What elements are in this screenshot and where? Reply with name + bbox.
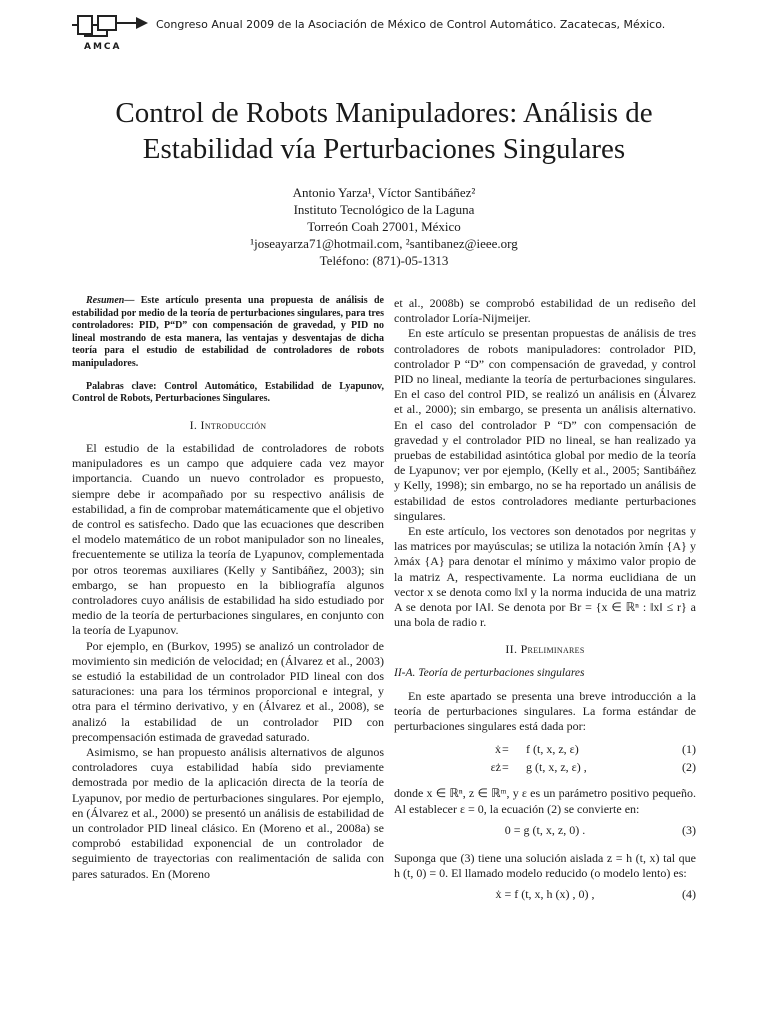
- logo-text: AMCA: [84, 42, 122, 52]
- equation-2: [394, 760, 696, 778]
- eq1-op: =: [502, 742, 509, 757]
- eq2-number: (2): [682, 760, 696, 775]
- eq3-number: (3): [682, 822, 696, 837]
- equation-4: [394, 887, 696, 905]
- section-2-title: II. Preliminares: [505, 642, 585, 657]
- eq3-text: 0 = g (t, x, z, 0) .: [504, 822, 586, 837]
- left-column: [72, 295, 384, 882]
- donde-paragraph: donde x ∈ ℝⁿ, z ∈ ℝᵐ, y ε es un parámetro positivo pequeño. Al establecer ε = 0, la ecuación (2) se convierte en:: [394, 786, 696, 816]
- suponga-paragraph: Suponga que (3) tiene una solución aislada z = h (t, x) tal que h (t, 0) = 0. El llamado modelo reducido (o modelo lento) es:: [394, 850, 696, 881]
- address: Torreón Coah 27001, México: [307, 219, 461, 234]
- eq4-text: ẋ = f (t, x, h (x) , 0) ,: [495, 887, 595, 902]
- subsection-title: II-A. Teoría de perturbaciones singulares: [394, 666, 585, 679]
- perturbation-paragraph: En este apartado se presenta una breve introducción a la teoría de perturbaciones singulares. La forma estándar de perturbaciones singulares está dada por:: [394, 688, 696, 734]
- intro-paragraph-5: En este artículo se presentan propuestas de análisis de tres controladores de robots manipuladores: controlador PID, controlador P “D” con compensación de gravedad, y control PID no lineal, mediante la teoría de perturbaciones singulares. En el caso del control PID, se realizó un análisis en (Álvarez et al., 2000); sin embargo, se presenta un análisis alternativo. En el caso del controlador P “D” con compensación de gravedad y el controlador PID no lineal, se han realizado ya pruebas de estabilidad asintótica global por medio de la teoría de Lyapunov; ver por ejemplo, (Kelly et al., 2005; Santibáñez y Kelly, 1998); sin embargo, no se ha reportado un análisis de estabilidad de estos controladores mediante perturbaciones singulares.: [394, 326, 696, 523]
- paper-title: [40, 95, 728, 167]
- eq4-number: (4): [682, 887, 696, 902]
- equation-1: [394, 742, 696, 760]
- title-line-1: Control de Robots Manipuladores: Análisis de: [115, 97, 653, 129]
- phone: Teléfono: (871)-05-1313: [319, 253, 449, 268]
- abstract: [72, 295, 384, 371]
- section-1-title: I. Introducción: [189, 417, 267, 432]
- abstract-label: Resumen: [86, 295, 125, 306]
- emails: ¹joseayarza71@hotmail.com, ²santibanez@ieee.org: [250, 236, 518, 251]
- intro-paragraph-1: El estudio de la estabilidad de controladores de robots manipuladores es un campo que adquiere cada vez mayor importancia. Cuando un nuevo controlador es propuesto, siempre debe ir acompañado por su respectivo análisis de estabilidad, a fin de comprobar matemáticamente que el objetivo de control es satisfecho. Dado que las ecuaciones que describen el modelo matemático de un robot manipulador son no lineales, frecuentemente se utiliza la teoría de Lyapunov, complementada por otros teoremas auxiliares (Kelly y Santibáñez, 2003); sin embargo, se han propuesto en la bibliografía algunos controladores cuyo análisis de estabilidad ha sido estudiado por medio de la teoría de perturbaciones singulares, en conjunto con la teoría de Lyapunov.: [72, 440, 384, 638]
- abstract-text: — Este artículo presenta una propuesta de análisis de estabilidad por medio de la teoría de perturbaciones singulares, para tres controladores: PID, P“D” con compensación de gravedad, y PID no lineal mostrando de esta manera, las ventajas y desventajas de dicha teoría para el estudio de estabilidad de controladores de robots manipuladores.: [72, 295, 384, 369]
- intro-paragraph-6: En este artículo, los vectores son denotados por negritas y las matrices por mayúsculas; se utiliza la notación λmín {A} y λmáx {A} para denotar el mínimo y máximo valor propio de la matriz A, respectivamente. La norma euclidiana de un vector x se denota como ‖x‖ y la norma inducida de una matriz A se denota por ‖A‖. Se denota por Br = {x ∈ ℝⁿ : ‖x‖ ≤ r} a una bola de radio r.: [394, 524, 696, 630]
- intro-paragraph-2: Por ejemplo, en (Burkov, 1995) se analizó un controlador de movimiento sin medición de velocidad; en (Álvarez et al., 2003) se estudió la estabilidad de un controlador PID lineal con dos saturaciones: una para los términos proporcional e integral, y otra para el término derivativo, y en (Álvarez et al., 2008), se analizó la estabilidad de un controlador PID con precompensación estimada de gravedad saturado.: [72, 638, 384, 744]
- eq2-op: =: [502, 760, 509, 775]
- author-block: [0, 184, 768, 269]
- institute: Instituto Tecnológico de la Laguna: [293, 202, 475, 217]
- eq1-rhs: f (t, x, z, ε): [526, 742, 579, 757]
- eq1-lhs: ẋ: [495, 742, 501, 757]
- author-names: Antonio Yarza¹, Víctor Santibáñez²: [292, 185, 476, 200]
- amca-logo: [70, 12, 150, 56]
- intro-paragraph-4: et al., 2008b) se comprobó estabilidad de un rediseño del controlador Loría-Nijmeijer.: [394, 296, 696, 326]
- keywords: Palabras clave: Control Automático, Estabilidad de Lyapunov, Control de Robots, Perturbaciones Singulares.: [72, 380, 384, 405]
- page-header: [70, 10, 760, 60]
- intro-paragraph-3: Asimismo, se han propuesto análisis alternativos de algunos controladores cuya estabilidad había sido previamente demostrada por medio de la aplicación directa de la teoría de Lyapunov, por medio de perturbaciones singulares. Por ejemplo, en (Álvarez et al., 2000) se presentó un análisis de estabilidad de un controlador PID lineal clásico. En (Moreno et al., 2008a) se comprobó estabilidad exponencial de un controlador de seguimiento de trayectorias con realimentación de salida con pares saturados. En (Moreno: [72, 745, 384, 881]
- equation-3: [394, 823, 696, 841]
- right-column: [394, 296, 696, 905]
- conference-line: Congreso Anual 2009 de la Asociación de México de Control Automático. Zacatecas, México.: [156, 18, 666, 31]
- title-line-2: Estabilidad vía Perturbaciones Singulares: [142, 133, 626, 165]
- eq1-number: (1): [682, 742, 696, 757]
- eq2-rhs: g (t, x, z, ε) ,: [526, 760, 587, 775]
- eq2-lhs: εż: [490, 760, 501, 775]
